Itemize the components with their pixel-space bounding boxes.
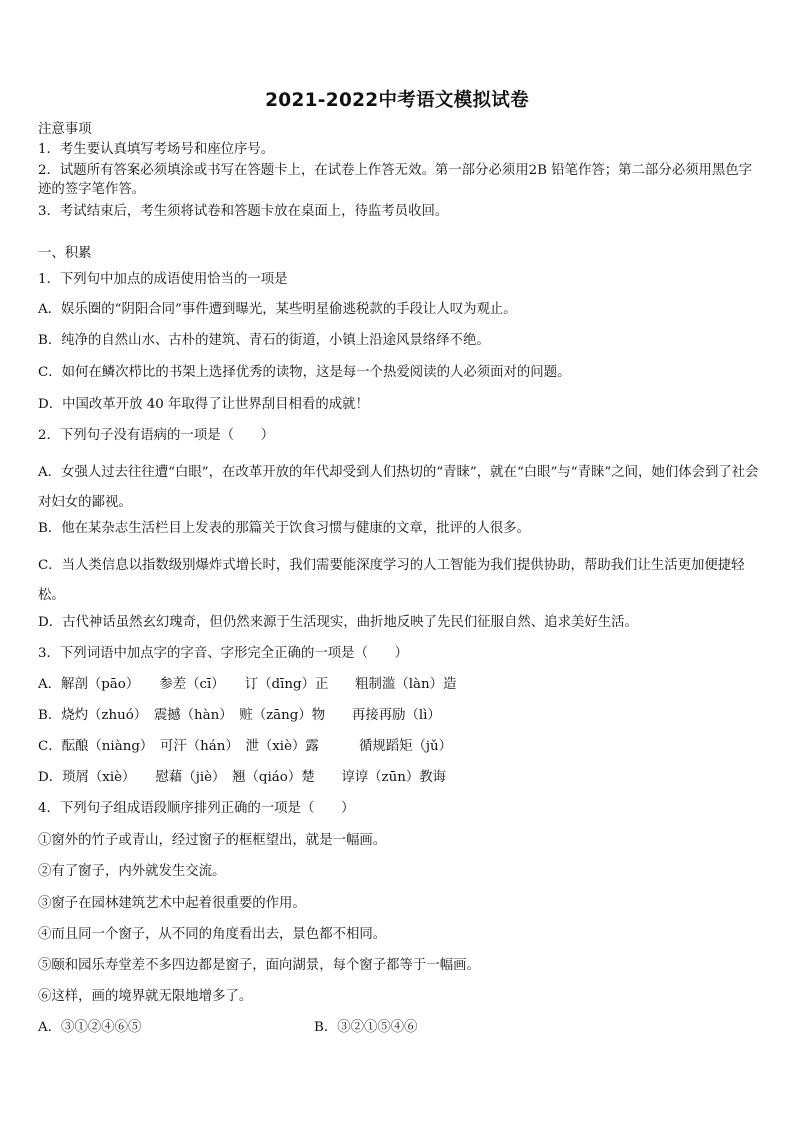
notice-item-3: 3．考试结束后，考生须将试卷和答题卡放在桌面上，待监考员收回。 (38, 204, 449, 219)
q2-option-c: C．当人类信息以指数级别爆炸式增长时，我们需要能深度学习的人工智能为我们提供协助，帮助我们让生活更加便捷轻松。 (38, 558, 745, 603)
q2-stem: 2．下列句子没有语病的一项是（ ） (38, 428, 275, 443)
q3-stem: 3．下列词语中加点字的字音、字形完全正确的一项是（ ） (38, 646, 409, 661)
q1-option-c: C．如何在鳞次栉比的书架上选择优秀的读物，这是每一个热爱阅读的人必须面对的问题。 (38, 365, 571, 380)
q4-sentence-6: ⑥这样，画的境界就无限地增多了。 (38, 989, 253, 1004)
q1-stem: 1．下列句中加点的成语使用恰当的一项是 (38, 272, 288, 287)
q1-option-b: B．纯净的自然山水、古朴的建筑、青石的街道，小镇上沿途风景络绎不绝。 (38, 333, 490, 348)
q1-option-d: D．中国改革开放 40 年取得了让世界刮目相看的成就！ (38, 397, 369, 412)
q2-option-b: B．他在某杂志生活栏目上发表的那篇关于饮食习惯与健康的文章，批评的人很多。 (38, 521, 530, 536)
q2-option-d: D．古代神话虽然玄幻瑰奇，但仍然来源于生活现实，曲折地反映了先民们征服自然、追求美好生活。 (38, 615, 638, 630)
q4-sentence-5: ⑤颐和园乐寿堂差不多四边都是窗子，面向湖景，每个窗子都等于一幅画。 (38, 958, 480, 973)
q1-option-a: A．娱乐圈的“阴阳合同”事件遭到曝光，某些明星偷逃税款的手段让人叹为观止。 (38, 302, 517, 317)
q4-option-a: A．③①②④⑥⑤ (38, 1020, 142, 1035)
q4-stem: 4．下列句子组成语段顺序排列正确的一项是（ ） (38, 801, 355, 816)
q4-sentence-1: ①窗外的竹子或青山，经过窗子的框框望出，就是一幅画。 (38, 833, 387, 848)
q4-sentence-2: ②有了窗子，内外就发生交流。 (38, 864, 226, 879)
q4-option-b: B．③②①⑤④⑥ (314, 1020, 418, 1035)
page-title: 2021-2022中考语文模拟试卷 (265, 90, 529, 111)
q3-option-d: D．琐屑（xiè） 慰藉（jiè） 翘（qiáo）楚 谆谆（zūn）教诲 (38, 770, 447, 785)
q3-option-a: A．解剖（pāo） 参差（cī） 订（dīng）正 粗制滥（làn）造 (38, 677, 457, 692)
notice-heading: 注意事项 (38, 122, 92, 137)
q2-option-a: A．女强人过去往往遭“白眼”，在改革开放的年代却受到人们热切的“青睐”，就在“白眼”与“青睐”之间，她们体会到了社会对妇女的鄙视。 (38, 465, 759, 510)
section-heading: 一、积累 (38, 246, 92, 261)
notice-item-1: 1．考生要认真填写考场号和座位序号。 (38, 142, 275, 157)
q3-option-c: C．酝酿（niàng） 可汗（hán） 泄（xiè）露 循规蹈矩（jǔ） (38, 739, 453, 754)
q4-sentence-3: ③窗子在园林建筑艺术中起着很重要的作用。 (38, 896, 306, 911)
q3-option-b: B．烧灼（zhuó） 震撼（hàn） 赃（zāng）物 再接再励（lì） (38, 708, 441, 723)
q4-sentence-4: ④而且同一个窗子，从不同的角度看出去，景色都不相同。 (38, 927, 387, 942)
notice-item-2: 2．试题所有答案必须填涂或书写在答题卡上，在试卷上作答无效。第一部分必须用2B 铅笔作答；第二部分必须用黑色字迹的签字笔作答。 (38, 163, 753, 197)
